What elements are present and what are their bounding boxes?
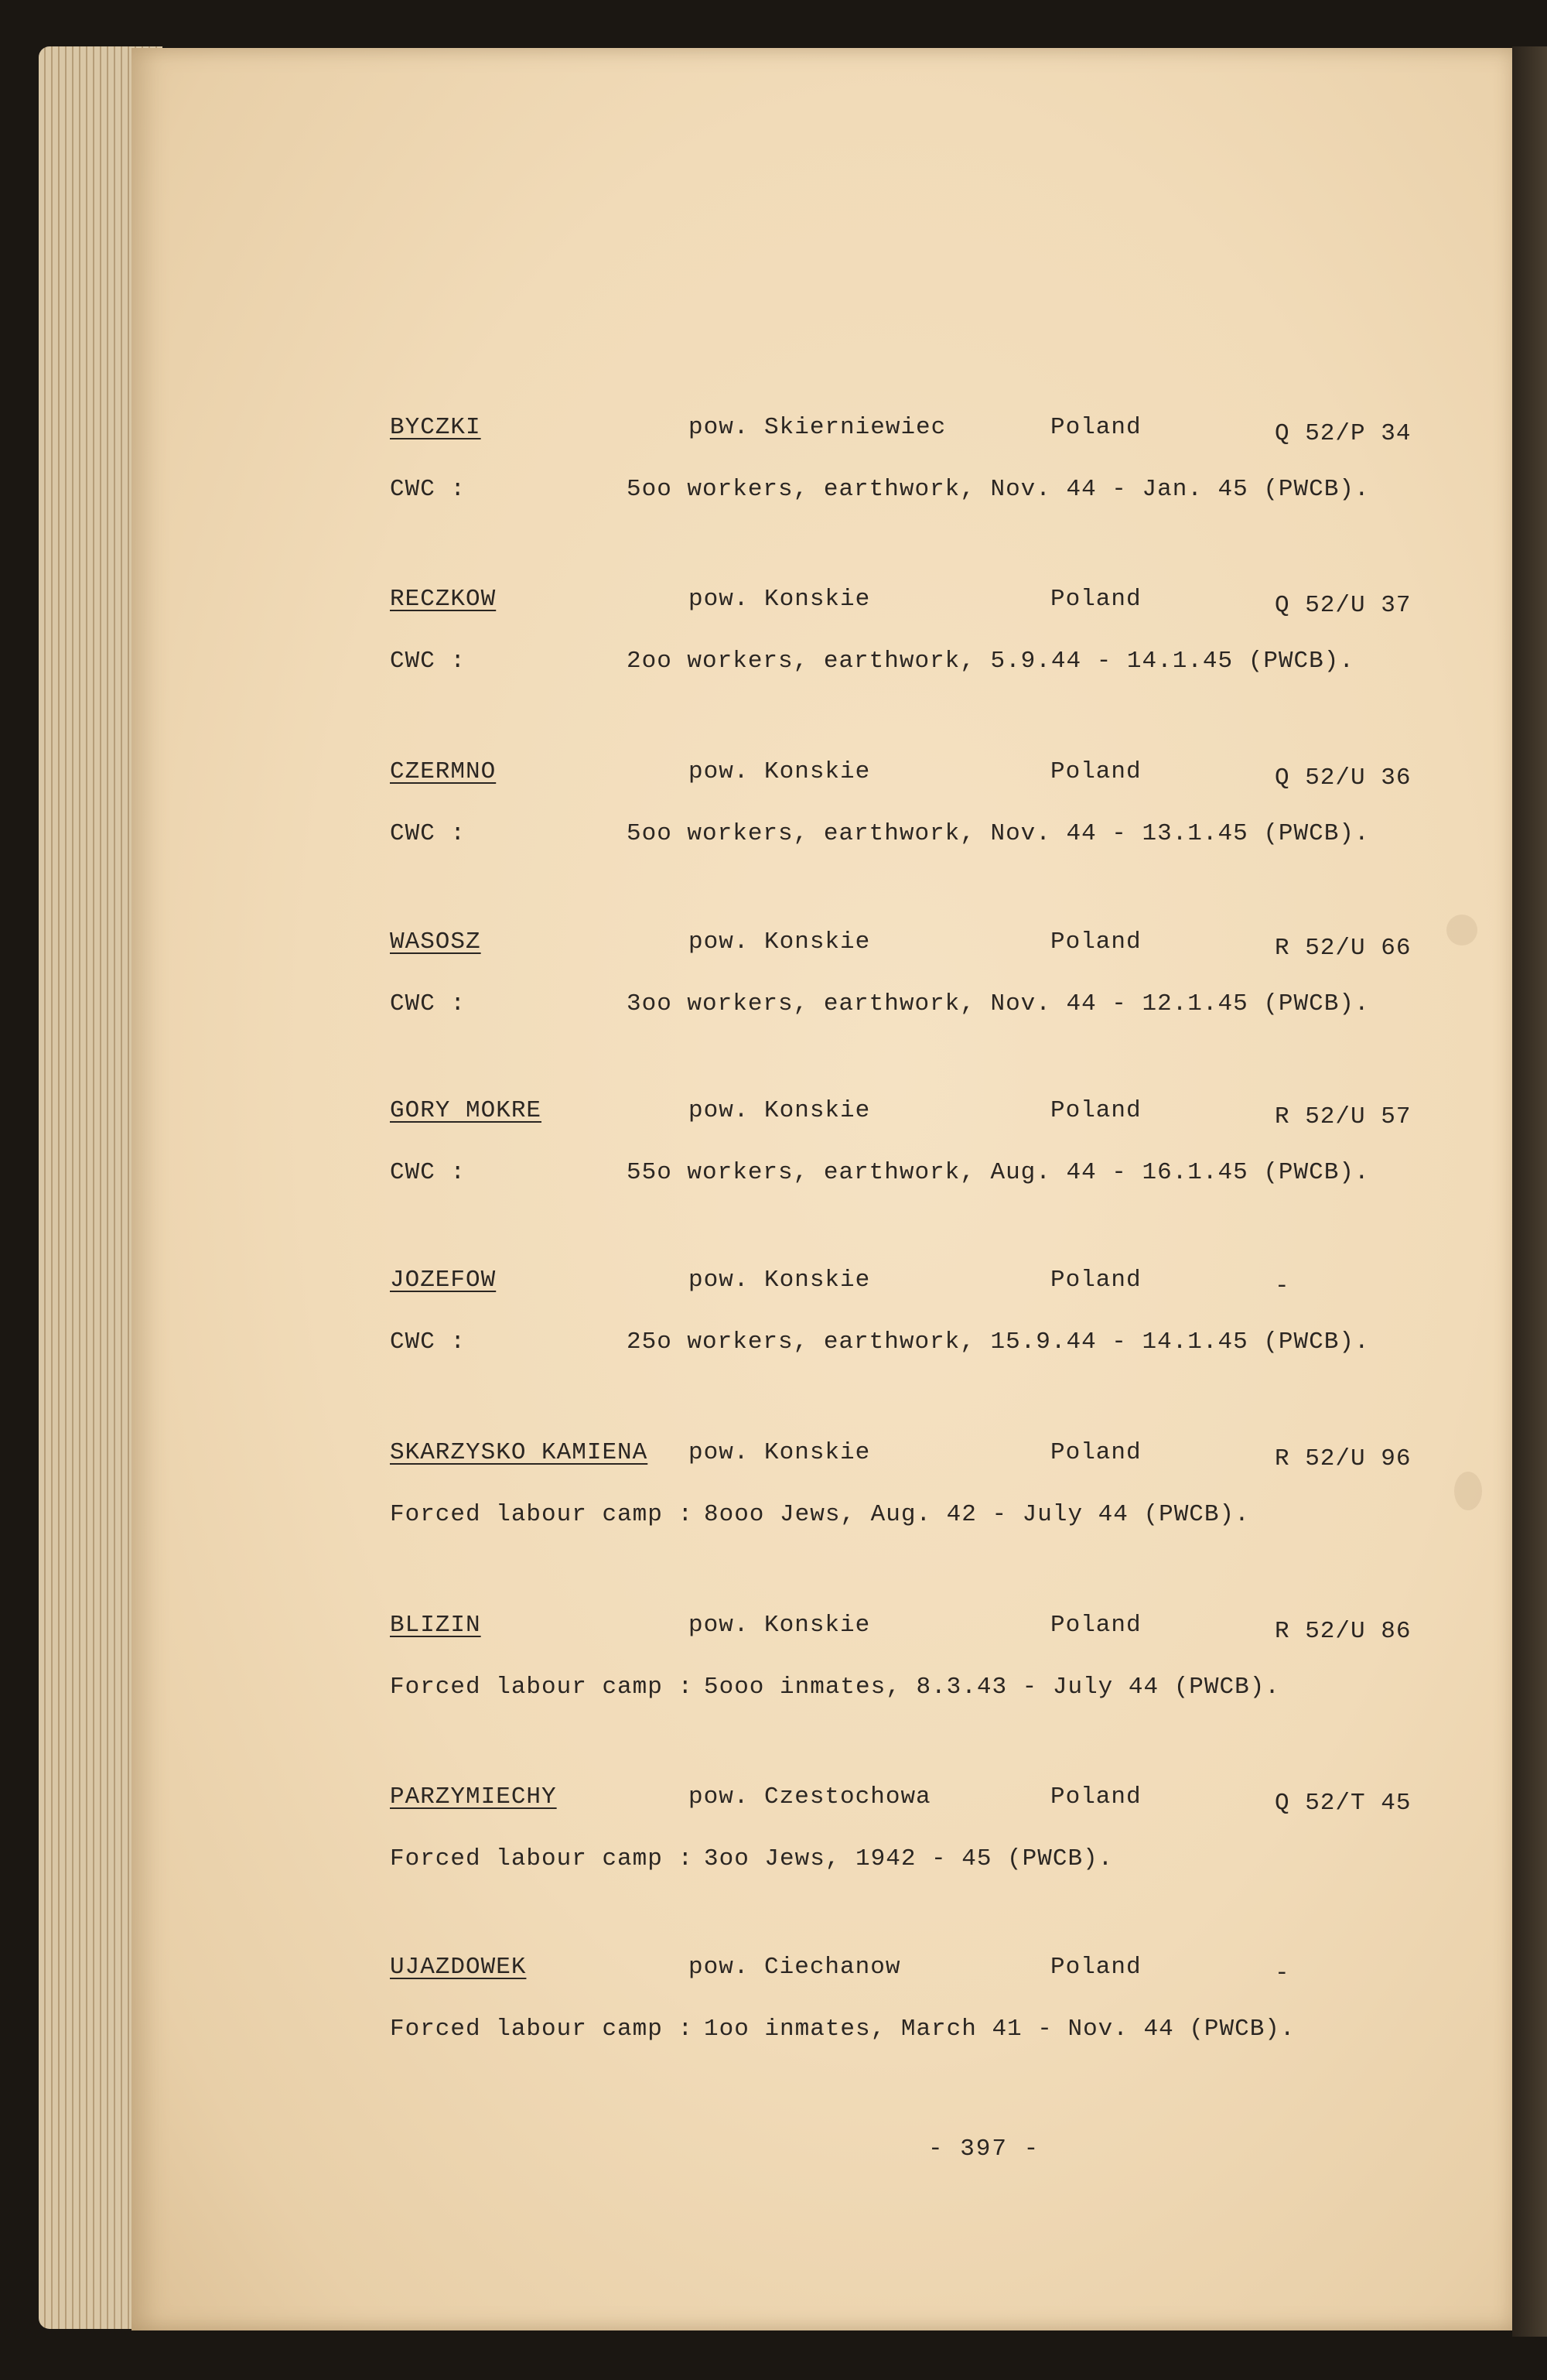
country-name: Poland [1050, 1783, 1142, 1811]
camp-type-label: Forced labour camp : [390, 1674, 694, 1701]
country-name: Poland [1050, 1954, 1142, 1981]
entry-wasosz [131, 928, 1516, 1037]
map-reference: - [1275, 1960, 1290, 1987]
place-name: GORY MOKRE [390, 1097, 542, 1124]
district-name: pow. Konskie [688, 928, 871, 956]
district-name: pow. Konskie [688, 1612, 871, 1639]
country-name: Poland [1050, 586, 1142, 613]
district-name: pow. Konskie [688, 1097, 871, 1124]
country-name: Poland [1050, 1097, 1142, 1124]
country-name: Poland [1050, 414, 1142, 441]
entry-jozefow [131, 1267, 1516, 1375]
map-reference: Q 52/U 37 [1275, 592, 1412, 619]
place-name: BLIZIN [390, 1612, 481, 1639]
district-name: pow. Czestochowa [688, 1783, 931, 1811]
entry-reczkow [131, 586, 1516, 694]
country-name: Poland [1050, 1267, 1142, 1294]
entry-byczki [131, 414, 1516, 522]
camp-type-label: CWC : [390, 476, 466, 503]
place-name: WASOSZ [390, 928, 481, 956]
entry-gory-mokre [131, 1097, 1516, 1205]
camp-type-label: Forced labour camp : [390, 2016, 694, 2043]
camp-details: 55o workers, earthwork, Aug. 44 - 16.1.45 (PWCB). [627, 1159, 1370, 1186]
camp-type-label: Forced labour camp : [390, 1845, 694, 1872]
place-name: CZERMNO [390, 758, 497, 785]
entry-blizin [131, 1612, 1516, 1720]
place-name: UJAZDOWEK [390, 1954, 527, 1981]
district-name: pow. Konskie [688, 758, 871, 785]
map-reference: R 52/U 57 [1275, 1103, 1412, 1130]
entry-czermno [131, 758, 1516, 867]
camp-type-label: CWC : [390, 1328, 466, 1356]
camp-type-label: Forced labour camp : [390, 1501, 694, 1528]
district-name: pow. Ciechanow [688, 1954, 901, 1981]
map-reference: Q 52/U 36 [1275, 764, 1412, 792]
camp-details: 3oo workers, earthwork, Nov. 44 - 12.1.45 (PWCB). [627, 990, 1370, 1017]
camp-details: 5oo workers, earthwork, Nov. 44 - 13.1.45 (PWCB). [627, 820, 1370, 847]
camp-type-label: CWC : [390, 990, 466, 1017]
page-number: - 397 - [928, 2136, 1040, 2163]
camp-details: 25o workers, earthwork, 15.9.44 - 14.1.45 (PWCB). [627, 1328, 1370, 1356]
entry-parzymiechy [131, 1783, 1516, 1892]
country-name: Poland [1050, 758, 1142, 785]
district-name: pow. Konskie [688, 1267, 871, 1294]
map-reference: R 52/U 96 [1275, 1445, 1412, 1472]
map-reference: - [1275, 1273, 1290, 1300]
camp-details: 5ooo inmates, 8.3.43 - July 44 (PWCB). [704, 1674, 1280, 1701]
entry-ujazdowek [131, 1954, 1516, 2062]
camp-type-label: CWC : [390, 820, 466, 847]
country-name: Poland [1050, 1439, 1142, 1466]
map-reference: R 52/U 86 [1275, 1618, 1412, 1645]
map-reference: R 52/U 66 [1275, 935, 1412, 962]
country-name: Poland [1050, 928, 1142, 956]
map-reference: Q 52/T 45 [1275, 1790, 1412, 1817]
place-name: JOZEFOW [390, 1267, 497, 1294]
camp-details: 3oo Jews, 1942 - 45 (PWCB). [704, 1845, 1114, 1872]
entry-skarzysko-kamiena [131, 1439, 1516, 1547]
camp-type-label: CWC : [390, 648, 466, 675]
place-name: PARZYMIECHY [390, 1783, 557, 1811]
camp-details: 5oo workers, earthwork, Nov. 44 - Jan. 45 (PWCB). [627, 476, 1370, 503]
map-reference: Q 52/P 34 [1275, 420, 1412, 447]
district-name: pow. Konskie [688, 1439, 871, 1466]
district-name: pow. Skierniewiec [688, 414, 947, 441]
camp-details: 1oo inmates, March 41 - Nov. 44 (PWCB). [704, 2016, 1296, 2043]
camp-details: 8ooo Jews, Aug. 42 - July 44 (PWCB). [704, 1501, 1250, 1528]
next-page-edge [1512, 46, 1547, 2337]
place-name: SKARZYSKO KAMIENA [390, 1439, 648, 1466]
place-name: RECZKOW [390, 586, 497, 613]
district-name: pow. Konskie [688, 586, 871, 613]
camp-details: 2oo workers, earthwork, 5.9.44 - 14.1.45 (PWCB). [627, 648, 1354, 675]
place-name: BYCZKI [390, 414, 481, 441]
country-name: Poland [1050, 1612, 1142, 1639]
camp-type-label: CWC : [390, 1159, 466, 1186]
entries-container [131, 0, 1516, 2380]
